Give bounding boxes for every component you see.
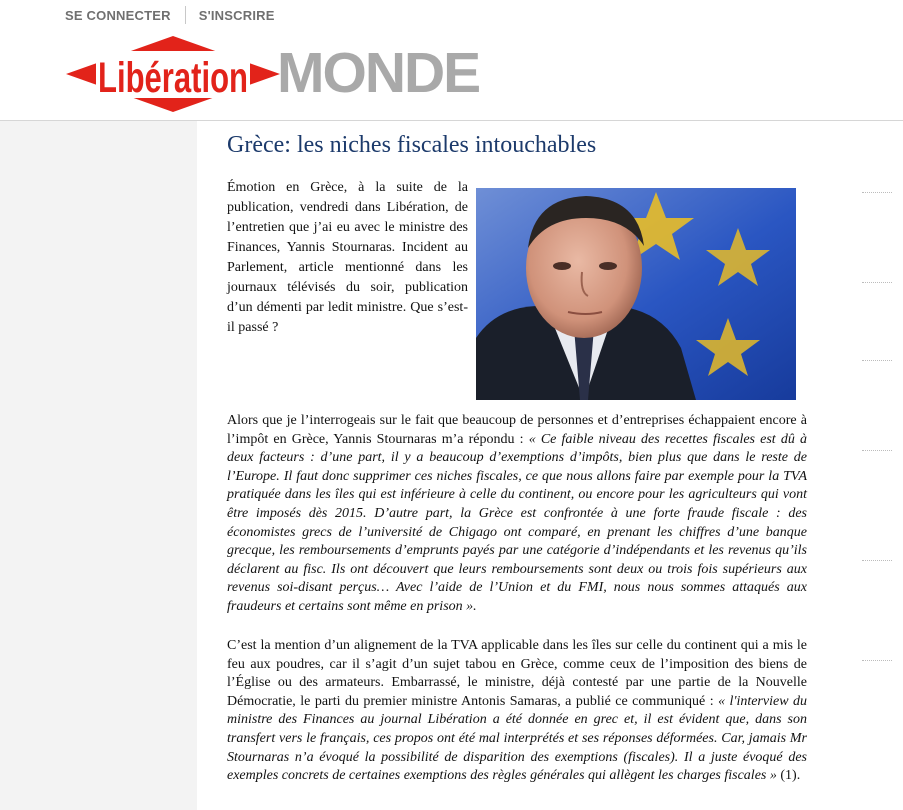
- article-paragraph-1: Émotion en Grèce, à la suite de la publication, vendredi dans Libération, de l’entretien que j’ai eu avec le ministre des Finances, Yannis Stournaras. Incident au Parlement, article mentionné dans les journaux télévisés du soir, publication d’un démenti par ledit ministre. Que s’est-il passé ?: [227, 180, 468, 335]
- site-header: [0, 0, 903, 121]
- auth-divider: [185, 6, 186, 24]
- paragraph-3-intro: C’est la mention d’un alignement de la TVA applicable dans les îles sur celle du continent qui a mis le feu aux poudres, car il s’agit d’un sujet tabou en Grèce, comme ceux de l’imposition des biens de l’Église ou des armateurs. Embarrassé, le ministre, déjà contesté par une partie de la Nouvelle Démocratie, le parti du premier ministre Antonis Samaras, a publié ce communiqué :: [227, 638, 807, 709]
- section-title[interactable]: MONDE: [277, 41, 480, 105]
- article-paragraph-3: [227, 637, 807, 786]
- divider: [862, 192, 892, 193]
- paragraph-2-intro: Alors que je l’interrogeais sur le fait que beaucoup de personnes et d’entreprises échappaient encore à l’impôt en Grèce, Yannis Stournaras m’a répondu :: [227, 413, 807, 447]
- divider: [862, 660, 892, 661]
- stournaras-quote: « Ce faible niveau des recettes fiscales est dû à deux facteurs : d’une part, il y a beaucoup d’exemptions d’impôts, bien plus que dans le reste de l’Europe. Il faut donc supprimer ces niches fiscales, ce que nous allons faire par exemple pour la TVA pratiquée dans les îles qui est inférieure à celle du continent, ou encore pour les agriculteurs qui vont être imposés dès 2015. D’autre part, la Grèce est confrontée à une forte fraude fiscale : des économistes grecs de l’université de Chigago ont comparé, en prenant les chiffres d’une banque grecque, les remboursements d’emprunts payés par une catégorie d’indépendants et les revenus qu’ils déclarent au fisc. Ils ont découvert que leurs remboursements sont deux ou trois fois supérieurs aux revenus soi-disant perçus… Avec l’aide de l’Union et du FMI, nous nous sommes attaqués aux fraudeurs et certains sont même en prison ».: [227, 431, 807, 614]
- divider: [862, 450, 892, 451]
- ministry-communique-quote: « l'interview du ministre des Finances au journal Libération a été donnée en grec et, il est évident que, dans son transfert vers le français, ces propos ont été mal interprétés et ses réponses déformées. Car, jamais Mr Stournaras n’a évoqué la possibilité de disparition des exemptions (fiscales). Il a juste évoqué des exemples concrets de certaines exemptions des règles générales qui allègent les charges fiscales »: [227, 693, 807, 784]
- login-link[interactable]: SE CONNECTER: [65, 7, 171, 23]
- liberation-logo[interactable]: [64, 34, 282, 114]
- divider: [862, 360, 892, 361]
- right-gutter: [893, 121, 903, 810]
- article-title: Grèce: les niches fiscales intouchables: [227, 132, 597, 158]
- left-sidebar: [0, 121, 197, 810]
- article-paragraph-2: [227, 412, 807, 617]
- divider: [862, 560, 892, 561]
- auth-links: [65, 6, 275, 24]
- minister-portrait-photo: [476, 188, 796, 400]
- signup-link[interactable]: S'INSCRIRE: [198, 7, 275, 23]
- footnote-reference: (1).: [776, 768, 801, 784]
- divider: [862, 282, 892, 283]
- article: [227, 122, 807, 784]
- svg-text:Libération: Libération: [98, 54, 248, 102]
